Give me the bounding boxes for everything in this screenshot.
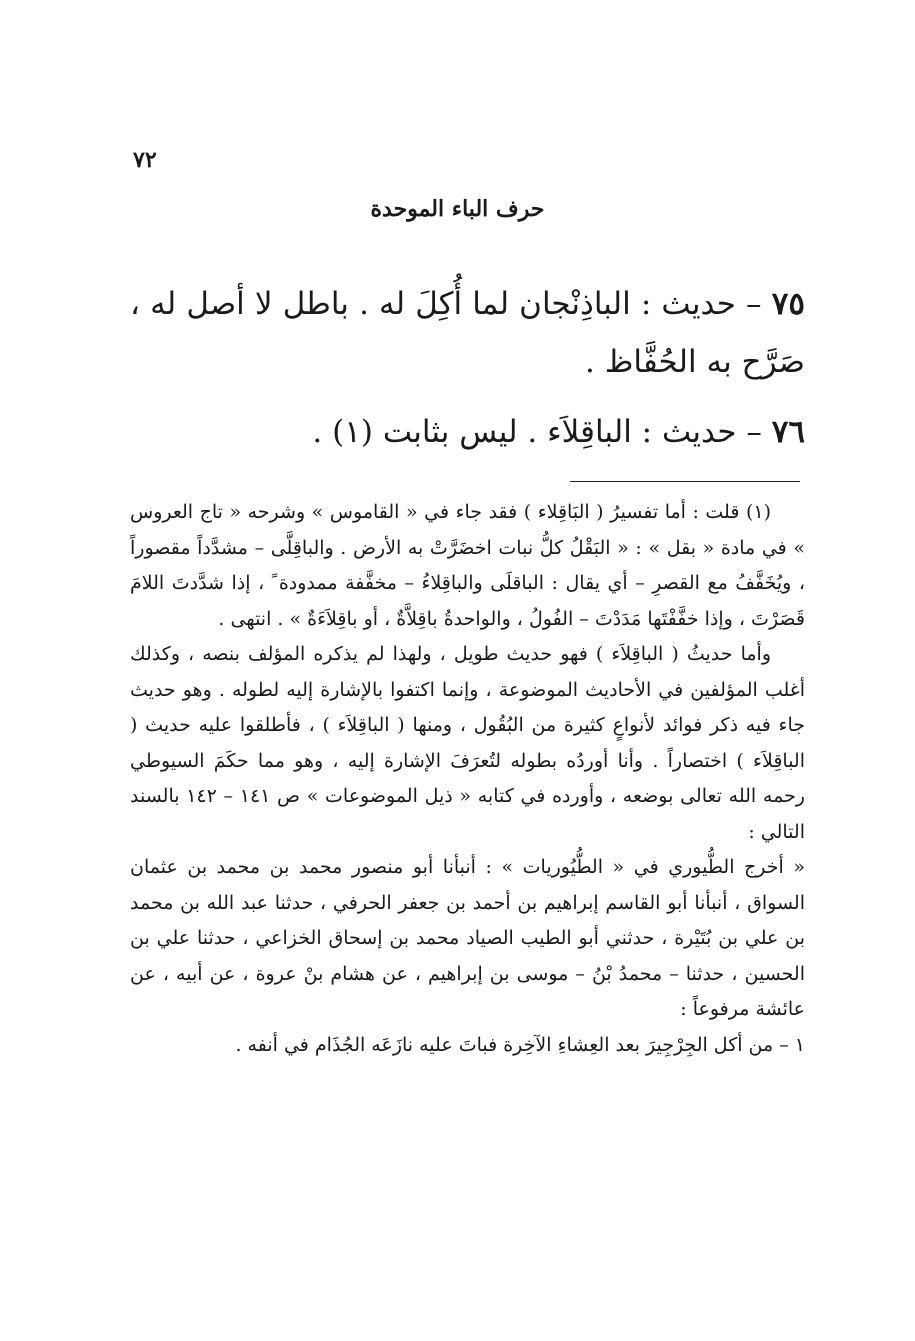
entry-number: ٧٦ <box>771 414 805 450</box>
entry-text: – حديث : الباذِنْجان لما أُكِلَ له . باطل لا أصل له ، صَرَّح به الحُفَّاظ . <box>130 286 805 380</box>
footnote-divider <box>570 481 800 482</box>
chapter-title: حرف الباء الموحدة <box>370 196 545 222</box>
hadith-entries <box>130 275 805 473</box>
entry-text: – حديث : الباقِلاَء . ليس بثابت (١) . <box>312 414 772 450</box>
page-number: ٧٢ <box>133 147 157 173</box>
footnote-paragraph: « أخرج الطُّيوري في « الطُّيُوريات » : أنبأنا أبو منصور محمد بن محمد بن عثمان السواق ، أنبأنا أبو القاسم إبراهيم بن أحمد بن جعفر الحرفي ، حدثنا عبد الله بن محمد بن علي بن بُتَيْرة ، حدثني أبو الطيب الصياد محمد بن إسحاق الخزاعي ، حدثنا علي بن الحسين ، حدثنا – محمدُ بْنُ – موسى بن إبراهيم ، عن هشام بنْ عروة ، عن أبيه ، عن عائشة مرفوعاً : <box>130 856 805 1020</box>
footnote-paragraph: (١) قلت : أما تفسيرُ ( البَاقِلاء ) فقد جاء في « القاموس » وشرحه « تاج العروس » في مادة « بقل » : « البَقْلُ كلُّ نبات اخضَرَّتْ به الأرض . والباقِلَّى – مشدَّداً مقصوراً ، ويُخَفَّفُ مع القصرِ – أي يقال : الباقلَى والباقِلاءُ – مخفَّفة ممدودة ً ، إذا شدَّدتَ اللامَ قَصَرْتَ ، وإذا خفَّفْتَها مَدَدْتَ – الفُولُ ، والواحدةُ باقِلاَّةٌ ، أو باقِلاَءَةٌ » . انتهى . <box>130 501 805 630</box>
footnote <box>130 495 805 1063</box>
hadith-entry <box>130 275 805 391</box>
footnote-paragraph: وأما حديثُ ( الباقِلاَء ) فهو حديث طويل ، ولهذا لم يذكره المؤلف بنصه ، وكذلك أغلب المؤلفين في الأحاديث الموضوعة ، وإنما اكتفوا بالإشارة إليه لطوله . وهو حديث جاء فيه ذكر فوائد لأنواعٍ كثيرة من البُقُول ، ومنها ( الباقِلاَء ) ، فأطلقوا عليه حديث ( الباقِلاَء ) اختصاراً . وأنا أوردُه بطوله لتُعرَفَ الإشارة إليه ، وهو مما حكَمَ السيوطي رحمه الله تعالى بوضعه ، وأورده في كتابه « ذيل الموضوعات » ص ١٤١ – ١٤٢ بالسند التالي : <box>130 643 805 843</box>
footnote-paragraph: ١ – من أكل الجِرْجِيرَ بعد العِشاءِ الآخِرة فباتَ عليه نازَعَه الجُذَام في أنفه . <box>235 1033 805 1056</box>
entry-number: ٧٥ <box>771 286 805 322</box>
hadith-entry <box>130 403 805 461</box>
